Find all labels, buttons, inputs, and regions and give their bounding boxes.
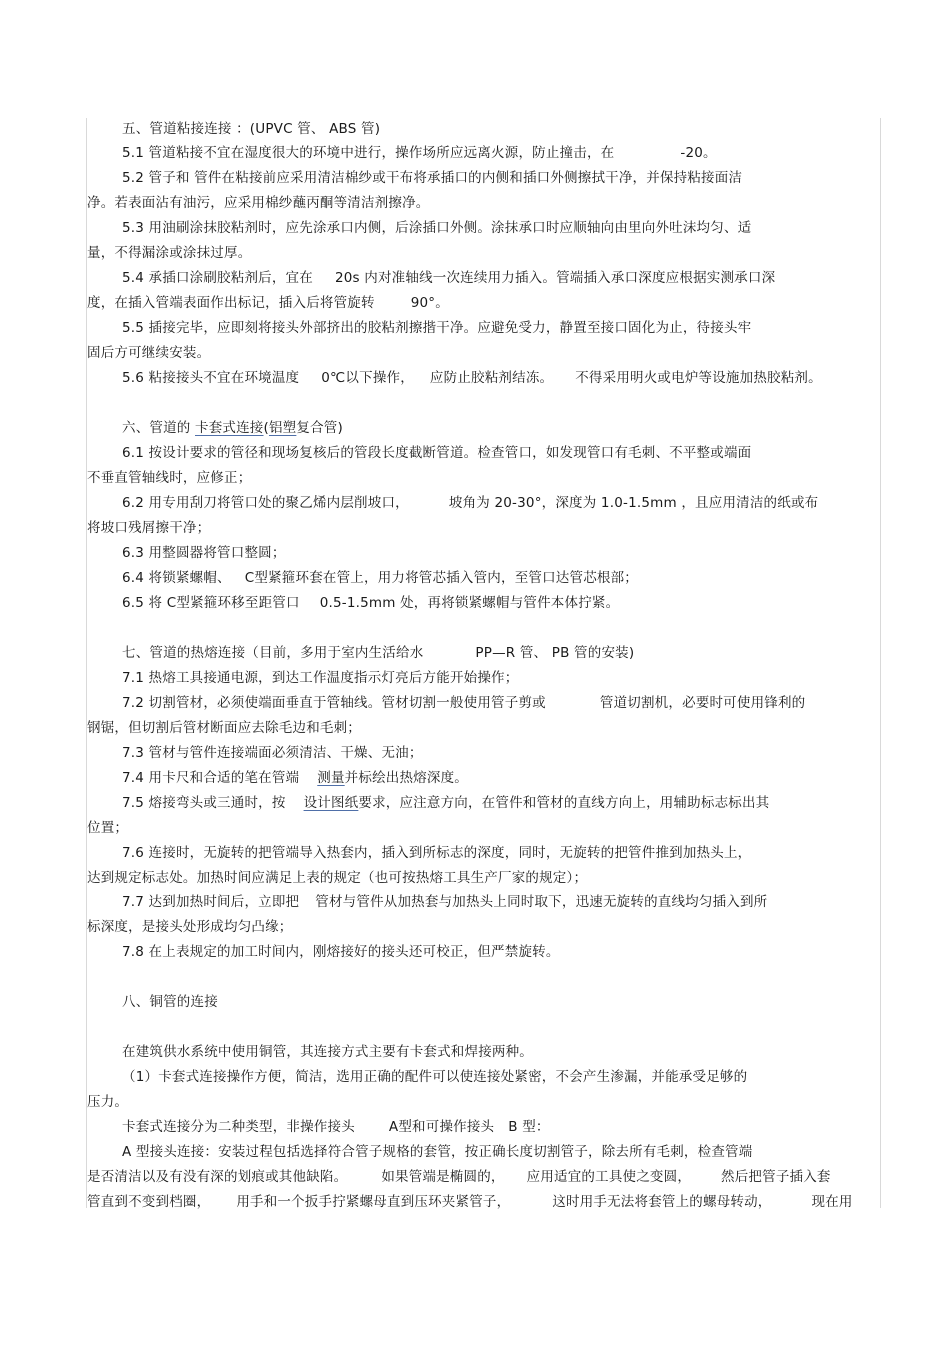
paragraph-line [87, 1168, 831, 1186]
text-segment: 钢锯，但切割后管材断面应去除毛边和毛刺； [87, 720, 361, 736]
text-segment: 位置； [87, 820, 129, 836]
text-segment: 5.3 用油刷涂抹胶粘剂时，应先涂承口内侧，后涂插口外侧。涂抹承口时应顺轴向由里向外吐沫均匀、适 [122, 220, 752, 236]
text-segment: 7.5 熔接弯头或三通时，按 [122, 795, 286, 811]
paragraph-line [87, 719, 361, 737]
paragraph-line [122, 943, 560, 961]
text-segment: 压力。 [87, 1094, 129, 1110]
section-5-heading [122, 120, 380, 138]
text-segment: 应用适宜的工具使之变圆， [526, 1169, 692, 1185]
paragraph-line [122, 769, 468, 787]
text-segment: A 型接头连接：安装过程包括选择符合管子规格的套管，按正确长度切割管子，除去所有毛刺，检查管端 [122, 1144, 753, 1160]
text-segment: 这时用手无法将套管上的螺母转动， [552, 1194, 772, 1210]
underlined-term: 卡套式连接 [195, 420, 264, 436]
text-segment: 7.2 切割管材，必须使端面垂直于管轴线。管材切割一般使用管子剪或 [122, 695, 546, 711]
underlined-term: 设计图纸 [303, 795, 359, 811]
text-segment: 0.5-1.5mm 处，再将锁紧螺帽与管件本体拧紧。 [319, 595, 620, 611]
paragraph-line [122, 319, 751, 337]
paragraph-line [122, 569, 638, 587]
paragraph-line [122, 444, 751, 462]
text-segment: 7.3 管材与管件连接端面必须清洁、干燥、无油； [122, 745, 423, 761]
underlined-term: 测量 [317, 770, 345, 786]
text-segment: 如果管端是椭圆的， [381, 1169, 505, 1185]
paragraph-line [122, 494, 818, 512]
text-segment: 量，不得漏涂或涂抹过厚。 [87, 245, 252, 261]
text-segment: 6.4 将锁紧螺帽、 [122, 570, 231, 586]
text-segment: 6.3 用整圆器将管口整圆； [122, 545, 286, 561]
text-segment: 7.4 用卡尺和合适的笔在管端 [122, 770, 300, 786]
text-segment: B 型： [508, 1119, 550, 1135]
text-segment: 6.1 按设计要求的管径和现场复核后的管段长度截断管道。检查管口，如发现管口有毛刺、不平整或端面 [122, 445, 752, 461]
text-segment: 七、管道的热熔连接（目前，多用于室内生活给水 [122, 645, 424, 661]
paragraph-line [122, 893, 767, 911]
text-segment: 并标绘出热熔深度。 [344, 770, 468, 786]
text-segment: 用手和一个扳手拧紧螺母直到压环夹紧管子， [236, 1194, 511, 1210]
text-segment: 20s 内对准轴线一次连续用力插入。管端插入承口深度应根据实测承口深 [334, 270, 776, 286]
paragraph-line [122, 1143, 752, 1161]
paragraph-line [122, 1043, 533, 1061]
section-6-heading [122, 419, 343, 437]
text-segment: 在建筑供水系统中使用铜管，其连接方式主要有卡套式和焊接两种。 [122, 1044, 533, 1060]
paragraph-line [122, 169, 742, 187]
text-segment: 6.5 将 C型紧箍环移至距管口 [122, 595, 300, 611]
text-segment: （1）卡套式连接操作方便，简洁，选用正确的配件可以使连接处紧密，不会产生渗漏，并能承受足够的 [122, 1069, 748, 1085]
text-segment: 坡角为 20-30°，深度为 1.0-1.5mm ，且应用清洁的纸或布 [448, 495, 819, 511]
paragraph-line [87, 918, 293, 936]
text-segment: C型紧箍环套在管上，用力将管芯插入管内，至管口达管芯根部； [244, 570, 638, 586]
paragraph-line [122, 794, 769, 812]
text-segment: 5.4 承插口涂刷胶粘剂后，宜在 [122, 270, 313, 286]
paragraph-line [122, 694, 805, 712]
text-segment: 复合管) [296, 420, 343, 436]
paragraph-line [122, 369, 822, 387]
text-segment: ( [263, 420, 269, 436]
text-segment: 90°。 [410, 295, 449, 311]
paragraph-line [122, 219, 751, 237]
text-segment: PP—R 管、 PB 管的安装) [475, 645, 635, 661]
paragraph-line [122, 269, 775, 287]
paragraph-line [87, 294, 449, 312]
text-segment: 5.6 粘接接头不宜在环境温度 [122, 370, 300, 386]
text-segment: 五、管道粘接连接 ：(UPVC 管、 ABS 管) [122, 121, 381, 137]
text-segment: 标深度，是接头处形成均匀凸缘； [87, 919, 293, 935]
paragraph-line [122, 544, 286, 562]
text-segment: 7.6 连接时，无旋转的把管端导入热套内，插入到所标志的深度，同时，无旋转的把管件推到加热头上， [122, 845, 752, 861]
text-segment: 卡套式连接分为二种类型，非操作接头 [122, 1119, 355, 1135]
paragraph-line [87, 819, 128, 837]
text-segment: 管材与管件从加热套与加热头上同时取下，迅速无旋转的直线均匀插入到所 [315, 894, 768, 910]
text-segment: A型和可操作接头 [388, 1119, 495, 1135]
section-7-heading [122, 644, 634, 662]
text-segment: 固后方可继续安装。 [87, 345, 211, 361]
text-segment: 净。若表面沾有油污，应采用棉纱蘸丙酮等清洁剂擦净。 [87, 195, 430, 211]
text-segment: 7.8 在上表规定的加工时间内，刚熔接好的接头还可校正，但严禁旋转。 [122, 944, 560, 960]
paragraph-line [87, 194, 430, 212]
paragraph-line [122, 594, 619, 612]
text-segment: 不得采用明火或电炉等设施加热胶粘剂。 [575, 370, 822, 386]
page-left-edge [86, 118, 87, 1208]
paragraph-line [122, 844, 751, 862]
paragraph-line [122, 744, 423, 762]
text-segment: 要求，应注意方向，在管件和管材的直线方向上，用辅助标志标出其 [358, 795, 770, 811]
text-segment: 是否清洁以及有没有深的划痕或其他缺陷。 [87, 1169, 348, 1185]
text-segment: 7.7 达到加热时间后，立即把 [122, 894, 300, 910]
underlined-term: 铝塑 [268, 420, 297, 436]
text-segment: 然后把管子插入套 [721, 1169, 831, 1185]
paragraph-line [122, 144, 717, 162]
text-segment: 应防止胶粘剂结冻。 [429, 370, 554, 386]
paragraph-line [87, 1193, 853, 1211]
text-segment: 5.2 管子和 管件在粘接前应采用清洁棉纱或干布将承插口的内侧和插口外侧擦拭干净，并保持粘接面洁 [122, 170, 743, 186]
text-segment: 六、管道的 [122, 420, 195, 436]
page-right-edge [880, 118, 881, 1208]
paragraph-line [87, 869, 587, 887]
text-segment: 管道切割机，必要时可使用锋利的 [599, 695, 806, 711]
section-8-heading [122, 993, 218, 1011]
text-segment: 现在用 [811, 1194, 853, 1210]
paragraph-line [87, 469, 251, 487]
paragraph-line [122, 1118, 550, 1136]
text-segment: 将坡口残屑擦干净； [87, 520, 211, 536]
text-segment: 管直到不变到档圈， [87, 1194, 211, 1210]
text-segment: -20。 [680, 145, 717, 161]
text-segment: 达到规定标志处。加热时间应满足上表的规定（也可按热熔工具生产厂家的规定）； [87, 870, 588, 886]
text-segment: 0℃以下操作， [321, 370, 414, 386]
text-segment: 度，在插入管端表面作出标记，插入后将管旋转 [87, 295, 375, 311]
paragraph-line [87, 519, 210, 537]
text-segment: 八、铜管的连接 [122, 994, 218, 1010]
text-segment: 5.1 管道粘接不宜在湿度很大的环境中进行，操作场所应远离火源，防止撞击，在 [122, 145, 615, 161]
text-segment: 不垂直管轴线时，应修正； [87, 470, 252, 486]
paragraph-line [122, 1068, 747, 1086]
paragraph-line [87, 1093, 128, 1111]
text-segment: 5.5 插接完毕，应即刻将接头外部挤出的胶粘剂擦揩干净。应避免受力，静置至接口固化为止，待接头牢 [122, 320, 752, 336]
paragraph-line [87, 344, 210, 362]
paragraph-line [87, 244, 251, 262]
text-segment: 6.2 用专用刮刀将管口处的聚乙烯内层削坡口， [122, 495, 409, 511]
text-segment: 7.1 热熔工具接通电源，到达工作温度指示灯亮后方能开始操作； [122, 670, 519, 686]
paragraph-line [122, 669, 518, 687]
